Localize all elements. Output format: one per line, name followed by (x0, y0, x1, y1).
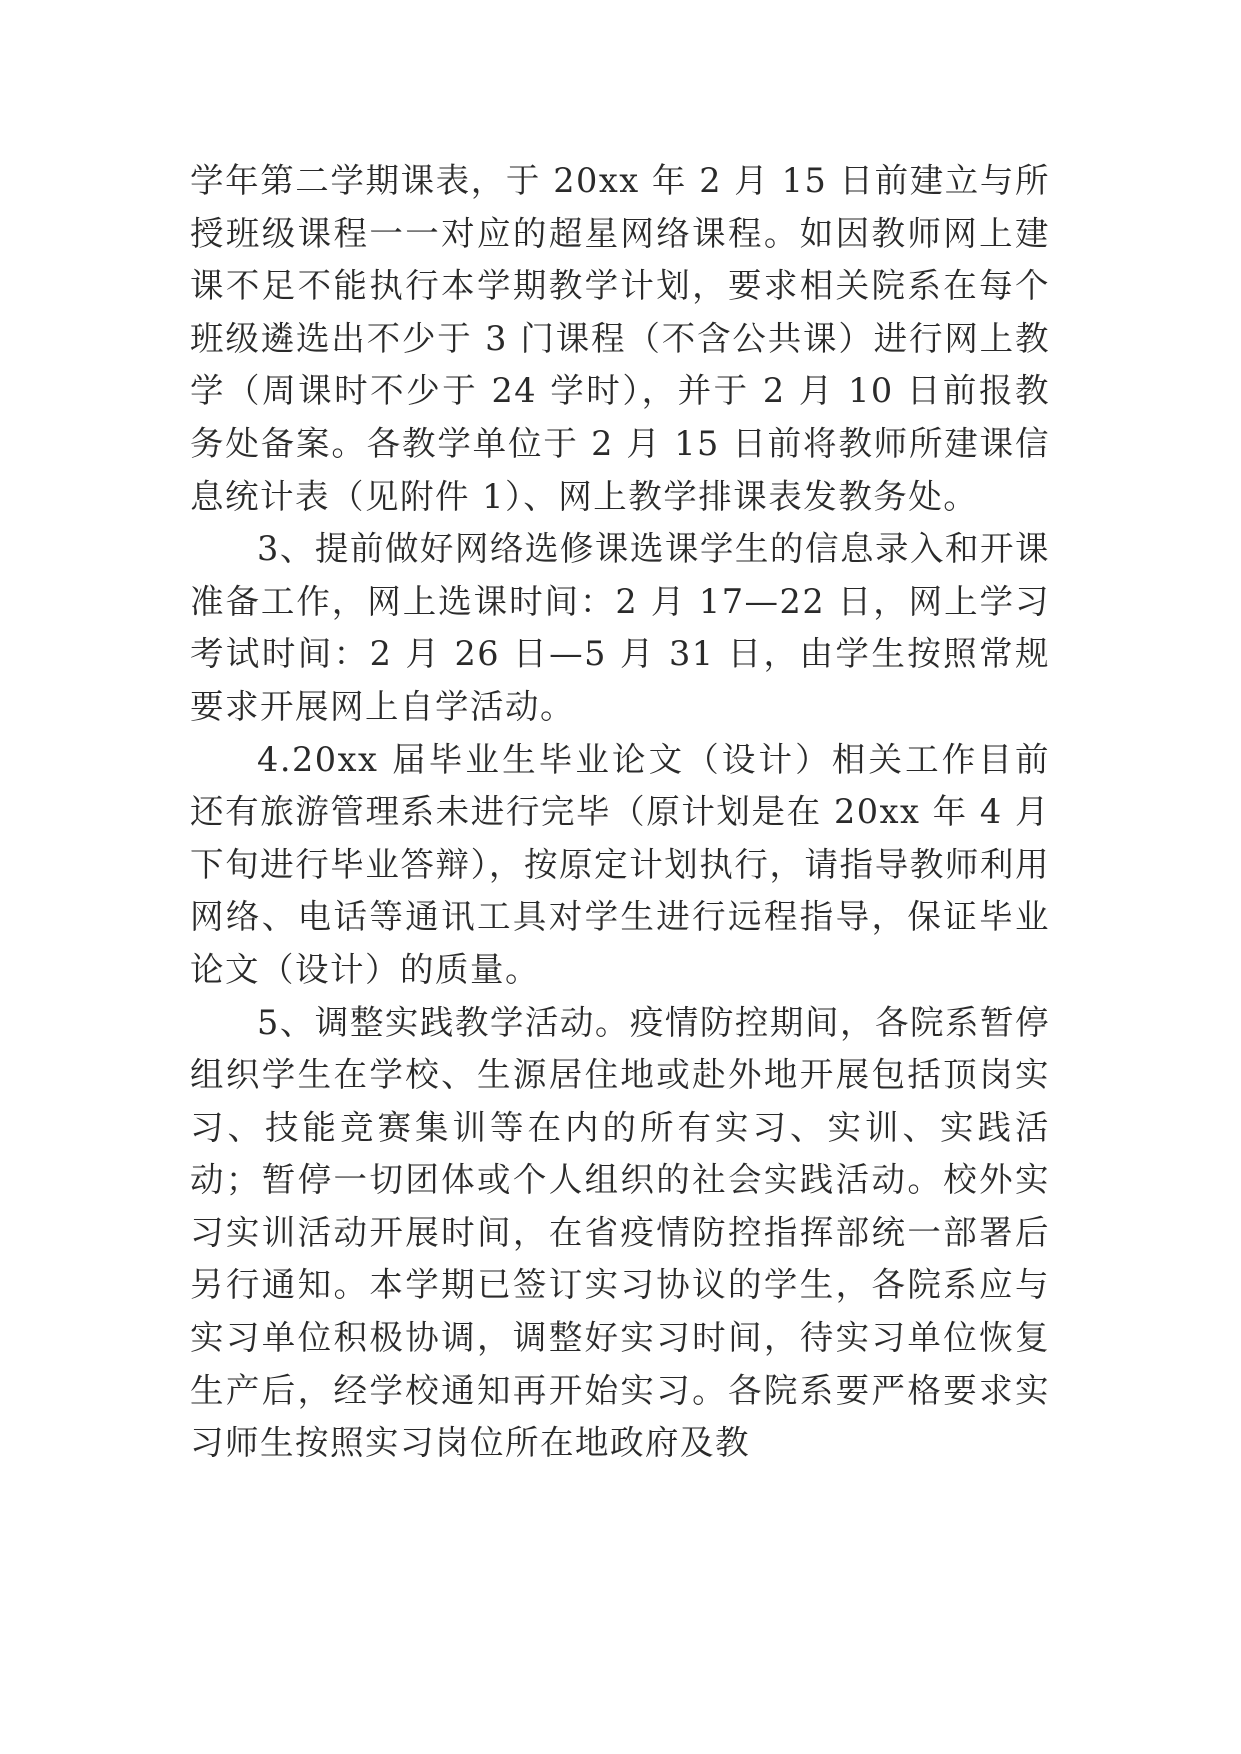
paragraph-course-schedule: 学年第二学期课表，于 20xx 年 2 月 15 日前建立与所授班级课程一一对应的超星网络课程。如因教师网上建课不足不能执行本学期教学计划，要求相关院系在每个班级遴选出不少于 3 门课程（不含公共课）进行网上教学（周课时不少于 24 学时），并于 2 月 10 日前报教务处备案。各教学单位于 2 月 15 日前将教师所建课信息统计表（见附件 1）、网上教学排课表发教务处。 (190, 161, 1050, 516)
paragraph-graduation-thesis: 4.20xx 届毕业生毕业论文（设计）相关工作目前还有旅游管理系未进行完毕（原计划是在 20xx 年 4 月下旬进行毕业答辩），按原定计划执行，请指导教师利用网络、电话等通讯工具对学生进行远程指导，保证毕业论文（设计）的质量。 (190, 739, 1050, 989)
paragraph-elective-courses: 3、提前做好网络选修课选课学生的信息录入和开课准备工作，网上选课时间：2 月 17—22 日，网上学习考试时间：2 月 26 日—5 月 31 日，由学生按照常规要求开展网上自学活动。 (190, 529, 1050, 726)
document-body (190, 155, 1050, 1470)
paragraph-practical-teaching: 5、调整实践教学活动。疫情防控期间，各院系暂停组织学生在学校、生源居住地或赴外地开展包括顶岗实习、技能竞赛集训等在内的所有实习、实训、实践活动；暂停一切团体或个人组织的社会实践活动。校外实习实训活动开展时间，在省疫情防控指挥部统一部署后另行通知。本学期已签订实习协议的学生，各院系应与实习单位积极协调，调整好实习时间，待实习单位恢复生产后，经学校通知再开始实习。各院系要严格要求实习师生按照实习岗位所在地政府及教 (190, 1002, 1050, 1463)
